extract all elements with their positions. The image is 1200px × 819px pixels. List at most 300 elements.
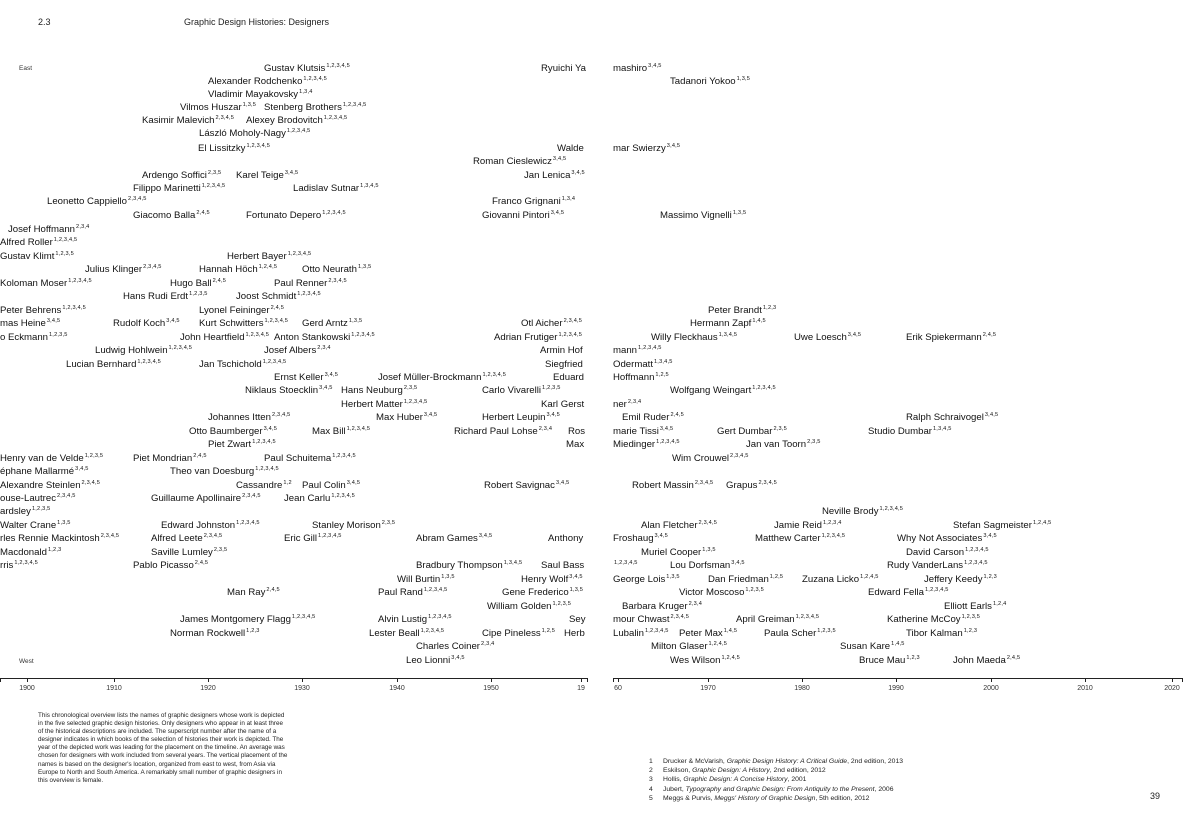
axis-tick [581,678,582,682]
reference-item [649,757,903,766]
designer-name: Henry Wolf [521,574,569,585]
designer-name: Otl Aicher [521,318,563,329]
designer-massimo-vignelli [660,211,746,221]
book-superscript: 1,4,5 [723,628,738,634]
designer-ardsley [0,507,50,517]
designer-name: Miedinger [613,439,656,450]
designer-franco-grignani [492,197,575,207]
year-label: 1900 [19,685,35,692]
designer-name: Susan Kare [840,641,891,652]
west-label: West [19,658,34,665]
designer-name: Why Not Associates [897,533,983,544]
designer-paul-renner [274,279,347,289]
reference-title: Typography and Graphic Design: From Antiquity to the Present [685,785,875,793]
designer-name: Stanley Morison [312,520,381,531]
axis-end-tick [1182,678,1183,682]
book-superscript: 2,3,4,5 [670,614,690,620]
designer-name: Lyonel Feininger [199,305,270,316]
designer-name: Paul Renner [274,278,328,289]
designer-charles-coiner [416,642,494,652]
designer-vladimir-mayakovsky [208,90,313,100]
designer-name: Julius Klinger [85,264,143,275]
designer-name: Ludwig Hohlwein [95,345,168,356]
designer-paul-rand [378,588,447,598]
book-superscript: 2,3,4,5 [328,278,347,284]
book-superscript: 1,2,3,4,5 [403,399,428,405]
book-superscript: 1,2,3,4,5 [428,614,452,620]
book-superscript: 1,3,5 [57,520,71,526]
designer-jan-tschichold [199,360,286,370]
designer-name: Leonetto Cappiello [47,196,128,207]
designer-alexey-brodovitch [246,116,347,126]
axis-end-tick [587,678,588,682]
reference-number: 4 [649,785,653,793]
designer-peter-max [679,629,737,639]
designer-ardengo-soffici [142,171,221,181]
designer-name: Vladimir Mayakovsky [208,89,299,100]
axis-tick [208,678,209,682]
year-label: 2010 [1077,685,1093,692]
book-superscript: 1,2,3,4,5 [351,332,375,338]
designer-name: Alexander Rodchenko [208,76,303,87]
designer-name: Zuzana Licko [802,574,860,585]
designer-johannes-itten [208,413,290,423]
designer-name: Jan Tschichold [199,359,262,370]
designer-ralph-schraivogel [906,413,998,423]
designer-name: Odermatt [613,359,653,370]
designer-name: Macdonald [0,547,47,558]
book-superscript: 1,2,3,4 [823,520,842,526]
book-superscript: 3,4,5 [984,412,999,418]
designer-richard-paul-lohse [454,427,552,437]
book-superscript: 2,3,4,5 [215,115,235,121]
designer-paula-scher [764,629,836,639]
designer-robert-savignac [484,481,569,491]
page-number: 39 [1150,791,1161,801]
designer-name: El Lissitzky [198,143,246,154]
reference-authors: Eskilson, [663,767,693,775]
axis-tick [302,678,303,682]
book-superscript: 1,2,3,5 [961,614,981,620]
designer-name: Kurt Schwitters [199,318,264,329]
designer-name: Otto Neurath [302,264,357,275]
references-list [649,757,903,803]
designer-neville-brody [822,507,903,517]
reference-item [649,794,903,803]
book-superscript: 1,2,3,4,5 [286,128,311,134]
reference-item [649,775,903,784]
book-superscript: 1,4,5 [891,641,905,647]
designer-name: Peter Max [679,628,723,639]
designer-eric-gill [284,534,342,544]
axis-tick [397,678,398,682]
designer-name: Alfred Roller [0,237,53,248]
designer-name: Max Huber [376,412,423,423]
designer-joost-schmidt [236,292,321,302]
designer-name: Cassandre [236,480,283,491]
designer-erik-spiekermann [906,333,996,343]
designer-name: Joost Schmidt [236,291,297,302]
designer-giacomo-balla [133,211,210,221]
book-superscript: 1,2,4 [992,601,1007,607]
designer-wim-crouwel [672,454,749,464]
designer-otl-aicher [521,319,582,329]
designer-name: Muriel Cooper [641,547,702,558]
designer-peter-behrens [0,306,86,316]
year-label: 19 [577,685,585,692]
designer-jan-lenica [524,171,585,181]
book-superscript: 2,3,4 [688,601,703,607]
year-label: 1980 [794,685,810,692]
axis-tick [618,678,619,682]
book-superscript: 2,4,5 [1006,655,1021,661]
book-superscript: 2,3,4,5 [563,318,583,324]
designer-name: Alvin Lustig [378,614,428,625]
designer-otto-neurath [302,265,371,275]
year-label: 1950 [483,685,499,692]
designer-laszlo-moholy-nagy [199,129,311,139]
book-superscript: 1,2,3,4,5 [644,628,669,634]
designer-barbara-kruger [622,602,702,612]
book-superscript: 3,4,5 [423,412,438,418]
left-axis-line [0,678,587,679]
designer-name: Pablo Picasso [133,560,194,571]
designer-anton-stankowski [274,333,375,343]
designer-name: Sey [569,614,586,625]
designer-name: mar Swierzy [613,143,666,154]
designer-tibor-kalman [906,629,977,639]
axis-end-tick [613,678,614,682]
book-superscript: 3,4,5 [166,318,180,324]
reference-number: 2 [649,767,653,775]
designer-name: rles Rennie Mackintosh [0,533,100,544]
designer-alvin-lustig [378,615,452,625]
book-superscript: 2,3,4 [317,345,331,351]
designer-name: Saul Bass [541,560,585,571]
designer-superscript [613,561,638,571]
book-superscript: 1,3,4,5 [503,560,523,566]
designer-ludwig-hohlwein [95,346,192,356]
designer-name: George Lois [613,574,666,585]
book-superscript: 1,2,3 [906,655,920,661]
designer-gene-frederico [502,588,583,598]
book-superscript: 2,3,4 [627,399,642,405]
designer-name: Abram Games [416,533,478,544]
book-superscript: 3,4,5 [552,156,567,162]
designer-robert-massin [632,481,713,491]
designer-name: Piet Zwart [208,439,252,450]
designer-siegfried [545,360,583,370]
book-superscript: 1,2,3,4,5 [326,63,350,69]
book-superscript: 1,2,3,4,5 [291,614,316,620]
designer-edward-johnston [161,521,260,531]
designer-mar-swierzy [613,144,680,154]
book-superscript: 2,3,5 [773,426,787,432]
designer-name: Elliott Earls [944,601,992,612]
book-superscript: 1,2,5 [655,372,669,378]
designer-hans-rudi-erdt [123,292,208,302]
book-superscript: 1,2,3 [983,574,997,580]
reference-title: Graphic Design: A Concise History [683,776,788,784]
year-label: 2000 [983,685,999,692]
designer-cassandre [236,481,292,491]
book-superscript: 1,2 [283,480,292,486]
axis-tick [991,678,992,682]
designer-max-bill [312,427,370,437]
axis-tick [708,678,709,682]
book-superscript: 1,2,3,4,5 [255,466,279,472]
designer-pablo-picasso [133,561,208,571]
year-label: 1930 [294,685,310,692]
designer-name: Walde [557,143,584,154]
designer-name: Edward Johnston [161,520,236,531]
designer-name: Anton Stankowski [274,332,351,343]
designer-name: Hannah Höch [199,264,258,275]
right-axis-line [613,678,1183,679]
designer-john-heartfield [180,333,269,343]
book-superscript: 1,2,3,4,5 [245,332,270,338]
designer-name: Ralph Schraivogel [906,412,984,423]
designer-julius-klinger [85,265,162,275]
reference-number: 5 [649,794,653,802]
designer-name: Max [566,439,585,450]
book-superscript: 1,3,5 [348,318,363,324]
designer-name: Paula Scher [764,628,817,639]
designer-henry-wolf [521,575,583,585]
book-superscript: 1,3,5 [441,574,455,580]
designer-emil-ruder [622,413,684,423]
designer-otto-baumberger [189,427,277,437]
designer-name: Wim Crouwel [672,453,730,464]
designer-bruce-mau [859,656,920,666]
book-superscript: 1,2,3,4,5 [752,385,776,391]
book-superscript: 1,2,3,4,5 [964,560,988,566]
designer-name: Josef Müller-Brockmann [378,372,482,383]
designer-name: Paul Colin [302,480,346,491]
designer-name: Hermann Zapf [690,318,752,329]
book-superscript: 3,4,5 [550,210,565,216]
book-superscript: 1,2,3,4,5 [68,278,92,284]
book-superscript: 1,2,3,4,5 [322,210,346,216]
designer-name: Herbert Bayer [227,251,287,262]
book-superscript: 3,4,5 [983,533,997,539]
designer-norman-rockwell [170,629,260,639]
designer-name: James Montgomery Flagg [180,614,291,625]
designer-walde [557,144,584,154]
book-superscript: 3,4,5 [478,533,493,539]
designer-name: marie Tissi [613,426,659,437]
designer-muriel-cooper [641,548,716,558]
designer-name: ner [613,399,627,410]
designer-hans-neuburg [341,386,417,396]
designer-josef-albers [264,346,331,356]
designer-alexander-rodchenko [208,77,327,87]
book-superscript: 3,4,5 [319,385,333,391]
book-superscript: 1,2,3,4,5 [879,506,904,512]
designer-mas-heine [0,319,60,329]
reference-title: Meggs' History of Graphic Design [714,794,816,802]
designer-name: éphane Mallarmé [0,466,75,477]
book-superscript: 1,2,3,4,5 [201,183,226,189]
book-superscript: 1,2,5 [769,574,784,580]
designer-odermatt [613,360,673,370]
book-superscript: 1,4,5 [752,318,766,324]
designer-name: Robert Savignac [484,480,555,491]
designer-will-burtin [397,575,455,585]
year-label: 1970 [700,685,716,692]
designer-kurt-schwitters [199,319,288,329]
designer-name: ouse-Lautrec [0,493,56,504]
designer-john-maeda [953,656,1020,666]
book-superscript: 2,3,4,5 [271,412,291,418]
designer-wolfgang-weingart [670,386,776,396]
intro-paragraph: This chronological overview lists the names of graphic designers whose work is depicted in the five selected graphic design histories. Only designers who appear in at least three of the historical descriptions are included. The superscript number after the name of a designer indicates in which books of the selection of histories their work is depicted. The year of the depicted work was leading for the placement on the timeline. An average was chosen for designers with work included from several years. The vertical placement of the names is based on the designer's location, organized from east to west, from Asia via Europe to North and South America. A remarkably small number of graphic designers in this overview is female. [38,712,288,784]
designer-lou-dorfsman [670,561,745,571]
designer-name: Saville Lumley [151,547,213,558]
book-superscript: 3,4,5 [648,63,662,69]
designer-anthony [548,534,583,544]
designer-name: Cipe Pineless [482,628,541,639]
book-superscript: 1,2,3,4,5 [318,533,342,539]
book-superscript: 2,3,4 [76,224,90,230]
book-superscript: 1,2,3,4,5 [656,439,680,445]
designer-james-montgomery-flagg [180,615,315,625]
designer-jamie-reid [774,521,842,531]
designer-gert-dumbar [717,427,787,437]
designer-name: Lubalin [613,628,644,639]
axis-tick [802,678,803,682]
book-superscript: 1,2,3,4,5 [303,76,327,82]
reference-authors: Drucker & McVarish, [663,758,727,765]
designer-filippo-marinetti [133,184,225,194]
book-superscript: 3,4,5 [46,318,61,324]
designer-ladislav-sutnar [293,184,379,194]
designer-name: Stenberg Brothers [264,102,342,113]
designer-elliott-earls [944,602,1006,612]
designer-name: mashiro [613,63,648,74]
book-superscript: 1,2,3,4,5 [62,305,86,311]
book-superscript: 3,4,5 [546,412,560,418]
designer-lester-beall [369,629,444,639]
designer-stenberg-brothers [264,103,366,113]
designer-bradbury-thompson [416,561,522,571]
designer-rris [0,561,38,571]
book-superscript: 2,3,4,5 [57,493,76,499]
designer-rudolf-koch [113,319,180,329]
designer-walter-crane [0,521,71,531]
designer-name: Willy Fleckhaus [651,332,718,343]
designer-name: Josef Hoffmann [8,224,76,235]
designer-fortunato-depero [246,211,346,221]
designer-piet-zwart [208,440,276,450]
designer-name: Ardengo Soffici [142,170,207,181]
designer-jeffery-keedy [924,575,997,585]
designer-saville-lumley [151,548,227,558]
designer-leo-lionni [406,656,465,666]
designer-name: Carlo Vivarelli [482,385,542,396]
book-superscript: 1,2,3,4,5 [137,359,161,365]
designer-ryuichi-ya [541,64,586,74]
designer-name: Guillaume Apollinaire [151,493,242,504]
book-superscript: 3,4,5 [75,466,89,472]
designer-rles-rennie-mackintosh [0,534,119,544]
book-superscript: 2,4,5 [270,305,285,311]
designer-name: Man Ray [227,587,266,598]
book-superscript: 1,2,3,4,5 [346,426,371,432]
designer-name: Piet Mondrian [133,453,193,464]
designer-name: mann [613,345,637,356]
book-superscript: 1,2,3,4,5 [264,318,289,324]
reference-title: Graphic Design History: A Critical Guide [726,758,848,765]
designer-marie-tissi [613,427,673,437]
designer-name: László Moholy-Nagy [199,128,286,139]
designer-tadanori-yokoo [670,77,750,87]
year-label: 1990 [888,685,904,692]
designer-karl-gerst [541,400,584,410]
designer-name: Paul Rand [378,587,423,598]
designer-name: o Eckmann [0,332,48,343]
designer-susan-kare [840,642,905,652]
book-superscript: 1,2,3,4,5 [332,453,356,459]
book-superscript: 1,2,3,4,5 [925,587,949,593]
designer-name: Charles Coiner [416,641,480,652]
book-superscript: 1,3,4 [561,196,576,202]
designer-name: Herb [564,628,585,639]
designer-froshaug [613,534,668,544]
designer-peter-brandt [708,306,776,316]
book-superscript: 2,4,5 [670,412,684,418]
designer-stanley-morison [312,521,395,531]
book-superscript: 1,2,3,4,5 [423,587,448,593]
designer-name: Jeffery Keedy [924,574,983,585]
designer-name: Niklaus Stoecklin [245,385,319,396]
designer-herbert-matter [341,400,427,410]
designer-karel-teige [236,171,298,181]
designer-uwe-loesch [794,333,861,343]
designer-name: Studio Dumbar [868,426,932,437]
designer-milton-glaser [651,642,727,652]
book-superscript: 2,3,4,5 [242,493,261,499]
designer-stefan-sagmeister [953,521,1051,531]
designer-name: Giovanni Pintori [482,210,550,221]
designer-name: John Maeda [953,655,1006,666]
designer-name: Jan van Toorn [746,439,807,450]
reference-edition: , 5th edition, 2012 [815,794,870,802]
designer-jean-carlu [284,494,355,504]
book-superscript: 1,2,3,4,5 [262,359,287,365]
designer-name: Alfred Leete [151,533,203,544]
designer-name: Josef Albers [264,345,317,356]
designer-jan-van-toorn [746,440,821,450]
designer-name: Leo Lionni [406,655,451,666]
designer-name: April Greiman [736,614,795,625]
designer-name: Ladislav Sutnar [293,183,360,194]
year-label: 60 [614,685,622,692]
book-superscript: 1,2,3,4,5 [236,520,260,526]
designer-guillaume-apollinaire [151,494,261,504]
book-superscript: 2,3,4,5 [128,196,147,202]
book-superscript: 1,2,3,4,5 [287,251,312,257]
designer-name: Jan Lenica [524,170,571,181]
book-superscript: 3,4,5 [263,426,278,432]
designer-name: Robert Massin [632,480,694,491]
designer-piet-mondrian [133,454,207,464]
book-superscript: 1,3,5 [702,547,716,553]
designer-name: Bruce Mau [859,655,906,666]
book-superscript: 1,3,4,5 [718,332,738,338]
book-superscript: 1,3,4,5 [654,359,673,365]
designer-wes-wilson [670,656,740,666]
